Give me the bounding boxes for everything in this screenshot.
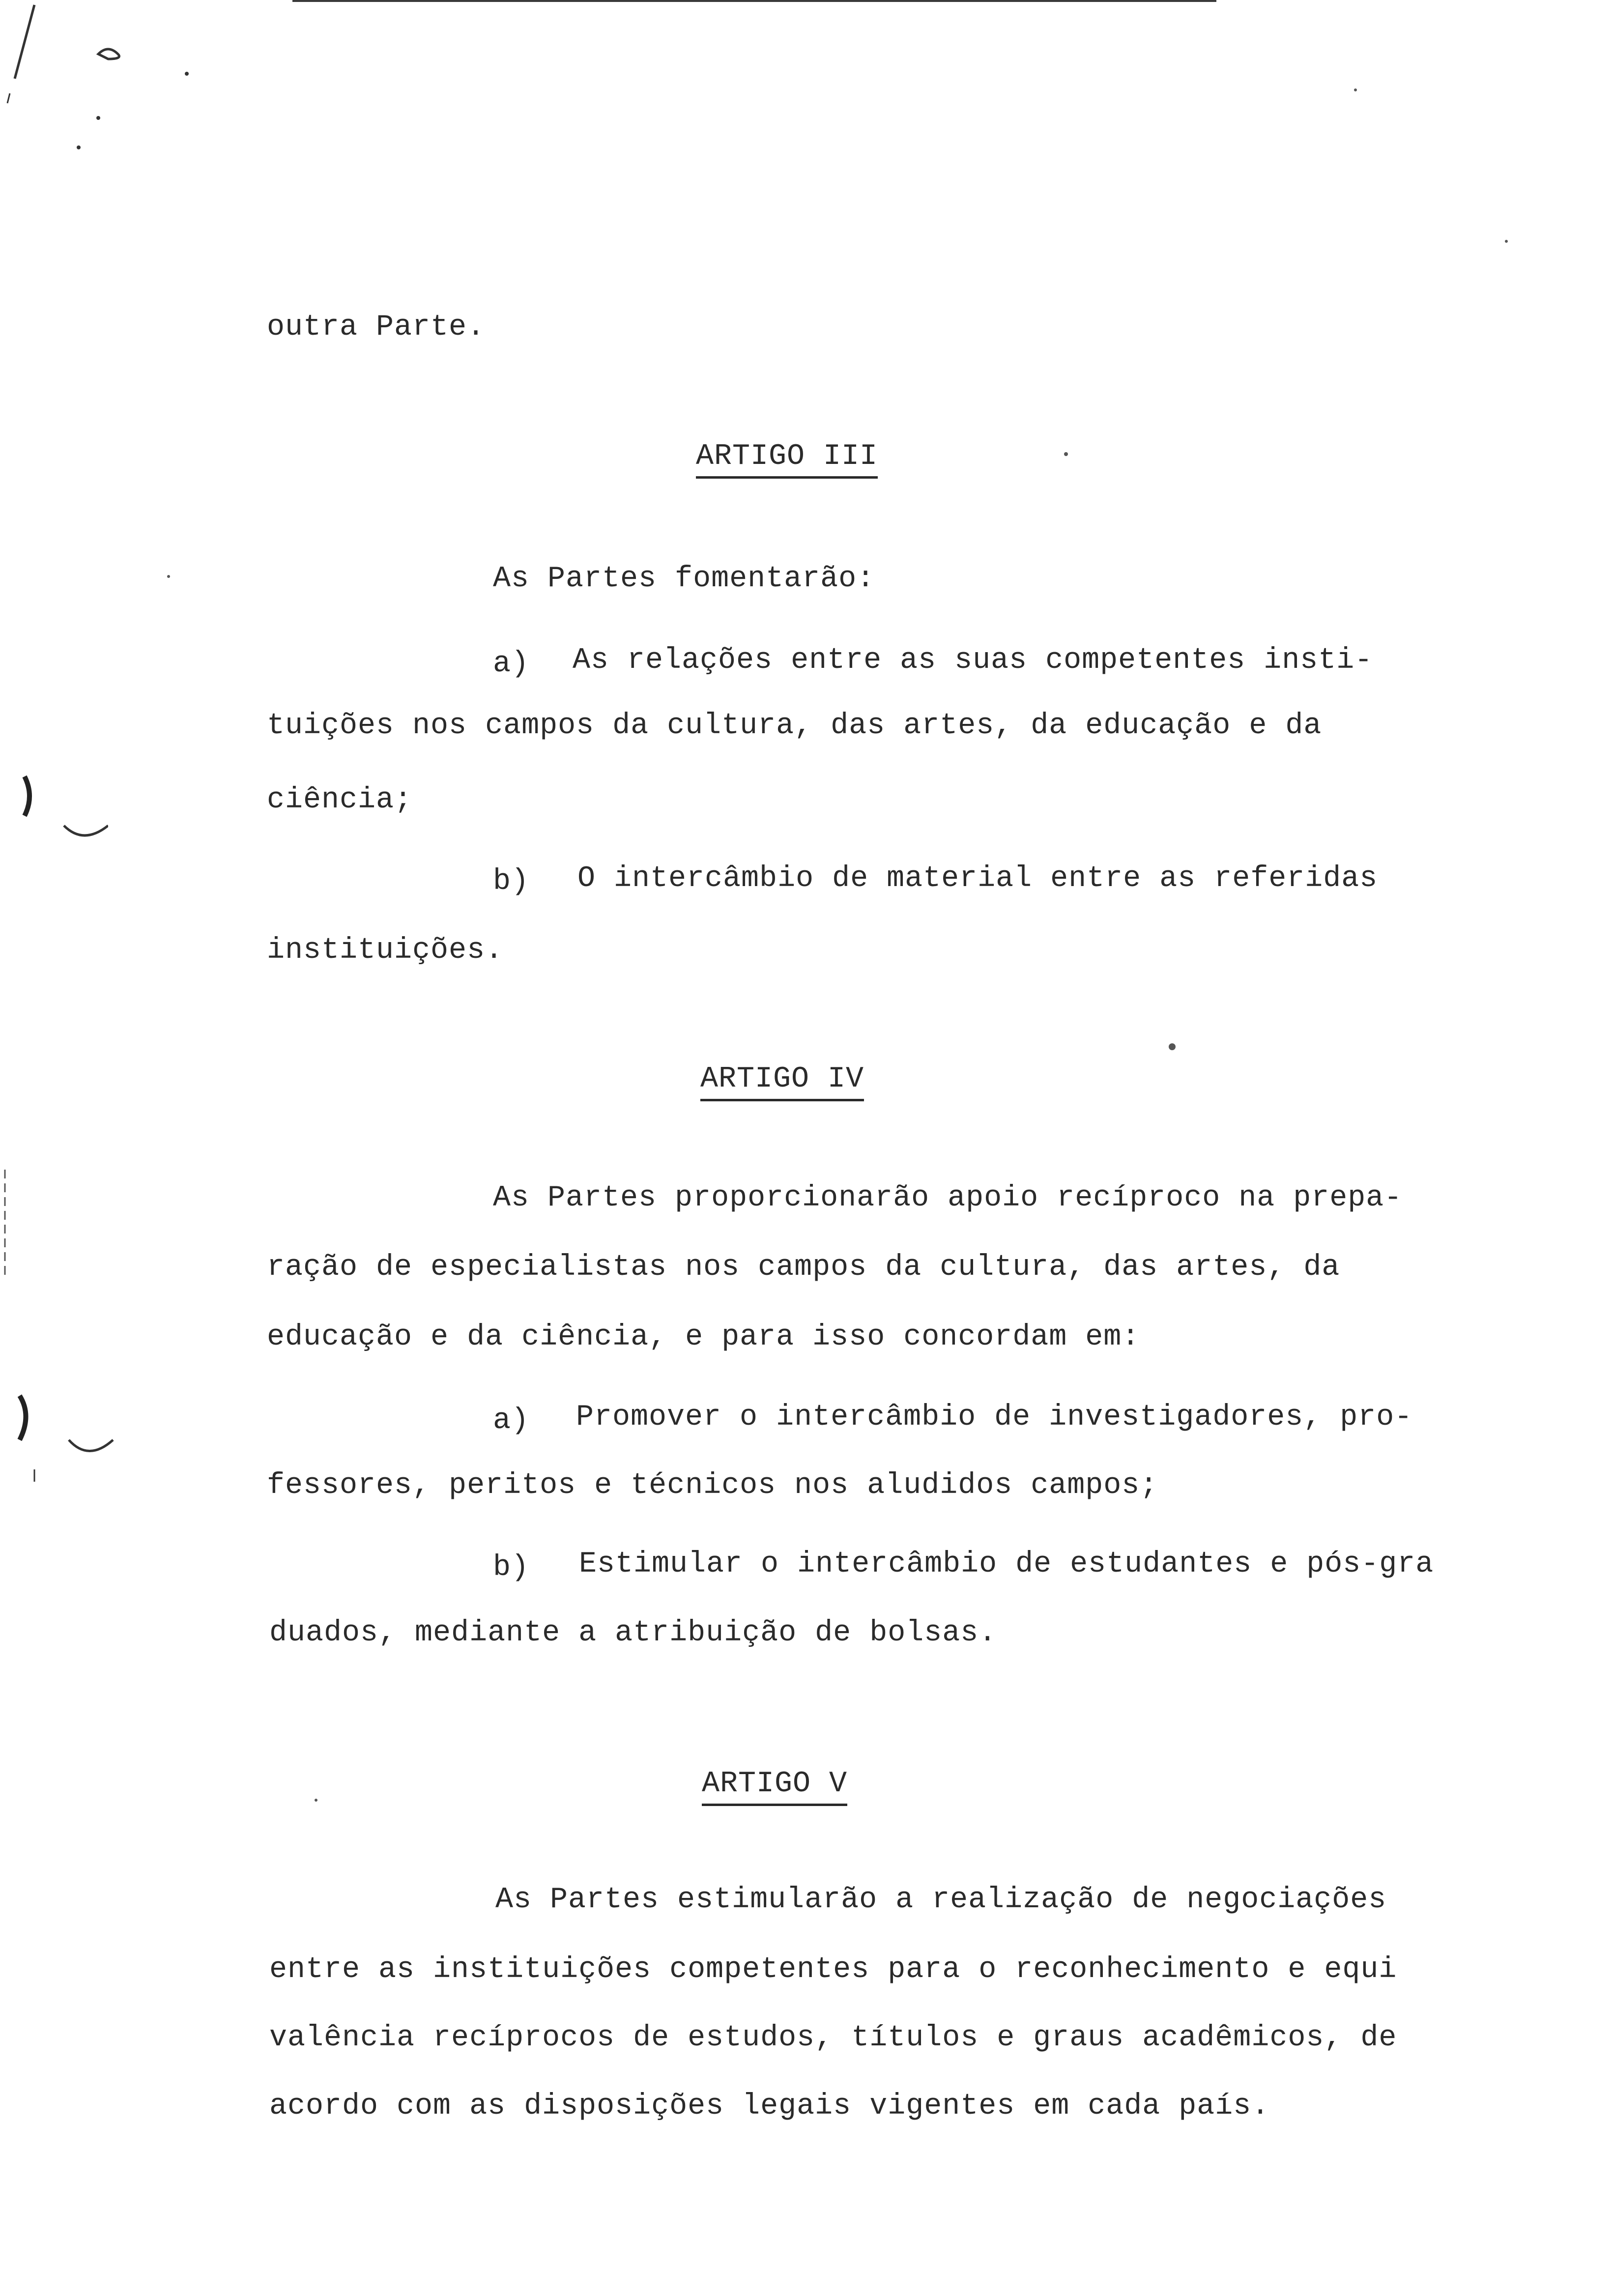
article-iv-item-a-label: a): [493, 1404, 530, 1437]
article-v-line-1: As Partes estimularão a realização de negociações: [495, 1883, 1387, 1917]
article-iv-item-b-line-1: Estimular o intercâmbio de estudantes e pós-gra: [579, 1548, 1434, 1581]
article-iv-intro-line-2: ração de especialistas nos campos da cultura, das artes, da: [267, 1251, 1340, 1284]
article-iv-intro-line-1: As Partes proporcionarão apoio recíproco na prepa-: [493, 1181, 1403, 1215]
article-iv-item-a-line-2: fessores, peritos e técnicos nos aludidos campos;: [267, 1469, 1158, 1502]
article-iii-item-a-line-2: tuições nos campos da cultura, das artes, da educação e da: [267, 709, 1322, 743]
article-v-line-4: acordo com as disposições legais vigentes em cada país.: [269, 2090, 1270, 2123]
margin-scribble-mark: [0, 0, 206, 177]
margin-hole-mark-upper: [10, 767, 108, 855]
article-iv-item-b-line-2: duados, mediante a atribuição de bolsas.: [269, 1616, 997, 1650]
article-iii-item-a-line-3: ciência;: [267, 783, 413, 817]
scan-speck: [1505, 240, 1508, 243]
margin-edge-line: [0, 1170, 10, 1278]
article-iii-item-b-line-1: O intercâmbio de material entre as referidas: [577, 862, 1378, 895]
article-iv-intro-line-3: educação e da ciência, e para isso concordam em:: [267, 1320, 1140, 1354]
article-v-line-2: entre as instituições competentes para o reconhecimento e equi: [269, 1953, 1397, 1986]
scan-speck: [315, 1799, 317, 1802]
article-iv-item-b-label: b): [493, 1551, 530, 1584]
article-iii-intro: As Partes fomentarão:: [493, 562, 875, 596]
article-iii-heading: ARTIGO III: [696, 439, 878, 479]
article-iii-item-b-label: b): [493, 865, 530, 898]
article-v-heading: ARTIGO V: [702, 1766, 847, 1806]
text-line-continuation: outra Parte.: [267, 311, 486, 344]
article-iii-item-b-line-2: instituições.: [267, 934, 504, 967]
article-v-line-3: valência recíprocos de estudos, títulos e graus acadêmicos, de: [269, 2021, 1397, 2055]
scan-speck: [167, 575, 170, 578]
scan-speck: [1354, 88, 1357, 91]
scan-top-edge-line: [292, 0, 1216, 2]
article-iii-item-a-line-1: As relações entre as suas competentes insti-: [573, 644, 1373, 677]
article-iv-heading: ARTIGO IV: [700, 1062, 864, 1101]
scan-speck: [1064, 452, 1068, 456]
article-iv-item-a-line-1: Promover o intercâmbio de investigadores, pro-: [576, 1401, 1413, 1434]
article-iii-item-a-label: a): [493, 647, 530, 681]
margin-hole-mark-lower: [5, 1386, 118, 1484]
scan-speck: [1169, 1043, 1176, 1050]
